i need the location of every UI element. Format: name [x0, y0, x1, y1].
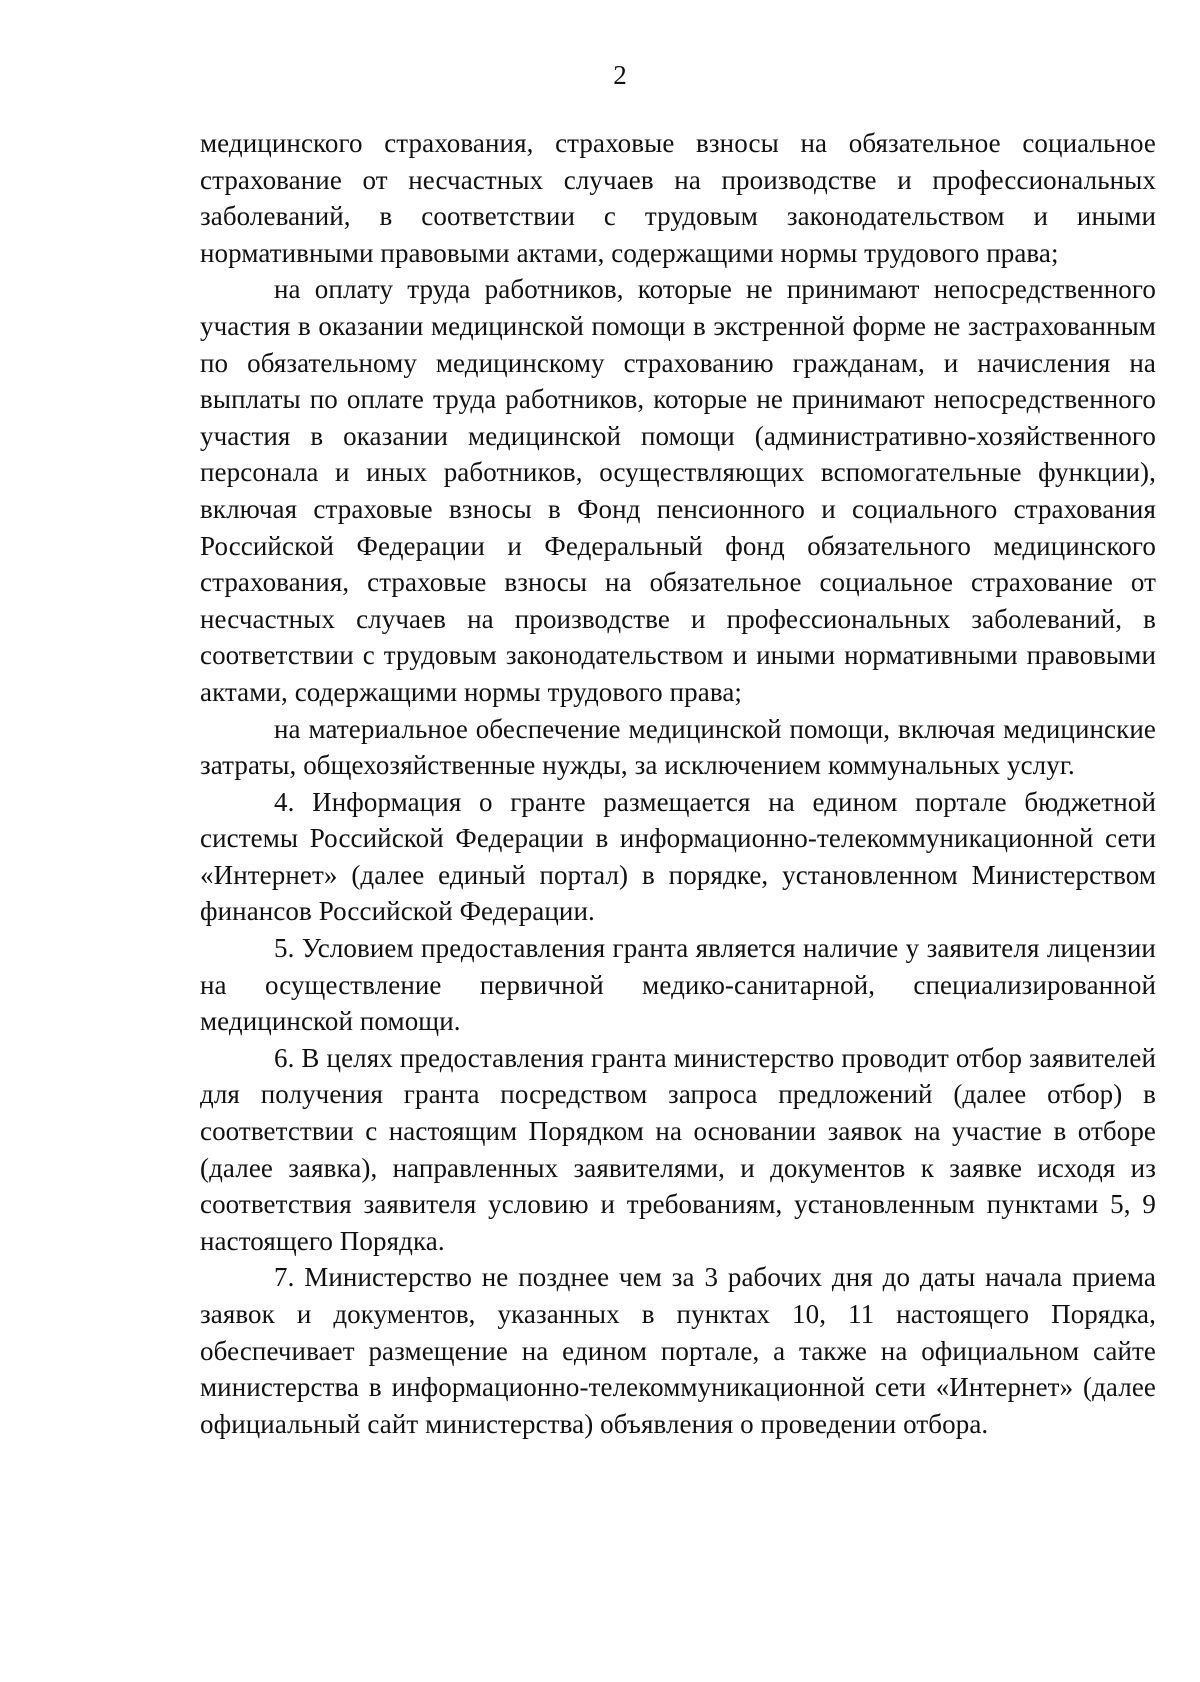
paragraph-item-5: 5. Условием предоставления гранта является наличие у заявителя лицензии на осуществление первичной медико-санитарной, специализированной медицинской помощи.: [200, 933, 1156, 1037]
page-number: 2: [613, 60, 627, 90]
paragraph-continuation: медицинского страхования, страховые взносы на обязательное социальное страхование от несчастных случаев на производстве и профессиональных заболеваний, в соответствии с трудовым законодательством и иными нормативными правовыми актами, содержащими нормы трудового права;: [200, 128, 1156, 268]
document-body: [200, 125, 1156, 1442]
paragraph-labor-payment: на оплату труда работников, которые не принимают непосредственного участия в оказании медицинской помощи в экстренной форме не застрахованным по обязательному медицинскому страхованию гражданам, и начисления на выплаты по оплате труда работников, которые не принимают непосредственного участия в оказании медицинской помощи (административно-хозяйственного персонала и иных работников, осуществляющих вспомогательные функции), включая страховые взносы в Фонд пенсионного и социального страхования Российской Федерации и Федеральный фонд обязательного медицинского страхования, страховые взносы на обязательное социальное страхование от несчастных случаев на производстве и профессиональных заболеваний, в соответствии с трудовым законодательством и иными нормативными правовыми актами, содержащими нормы трудового права;: [200, 274, 1156, 707]
paragraph-item-4: 4. Информация о гранте размещается на едином портале бюджетной системы Российской Федерации в информационно-телекоммуникационной сети «Интернет» (далее единый портал) в порядке, установленном Министерством финансов Российской Федерации.: [200, 786, 1156, 927]
paragraph-material-support: на материальное обеспечение медицинской помощи, включая медицинские затраты, общехозяйственные нужды, за исключением коммунальных услуг.: [200, 713, 1156, 781]
paragraph-item-7: 7. Министерство не позднее чем за 3 рабочих дня до даты начала приема заявок и документов, указанных в пунктах 10, 11 настоящего Порядка, обеспечивает размещение на едином портале, а также на официальном сайте министерства в информационно-телекоммуникационной сети «Интернет» (далее официальный сайт министерства) объявления о проведении отбора.: [200, 1262, 1156, 1439]
paragraph-item-6: 6. В целях предоставления гранта министерство проводит отбор заявителей для получения гранта посредством запроса предложений (далее отбор) в соответствии с настоящим Порядком на основании заявок на участие в отборе (далее заявка), направленных заявителями, и документов к заявке исходя из соответствия заявителя условию и требованиям, установленным пунктами 5, 9 настоящего Порядка.: [200, 1042, 1156, 1256]
